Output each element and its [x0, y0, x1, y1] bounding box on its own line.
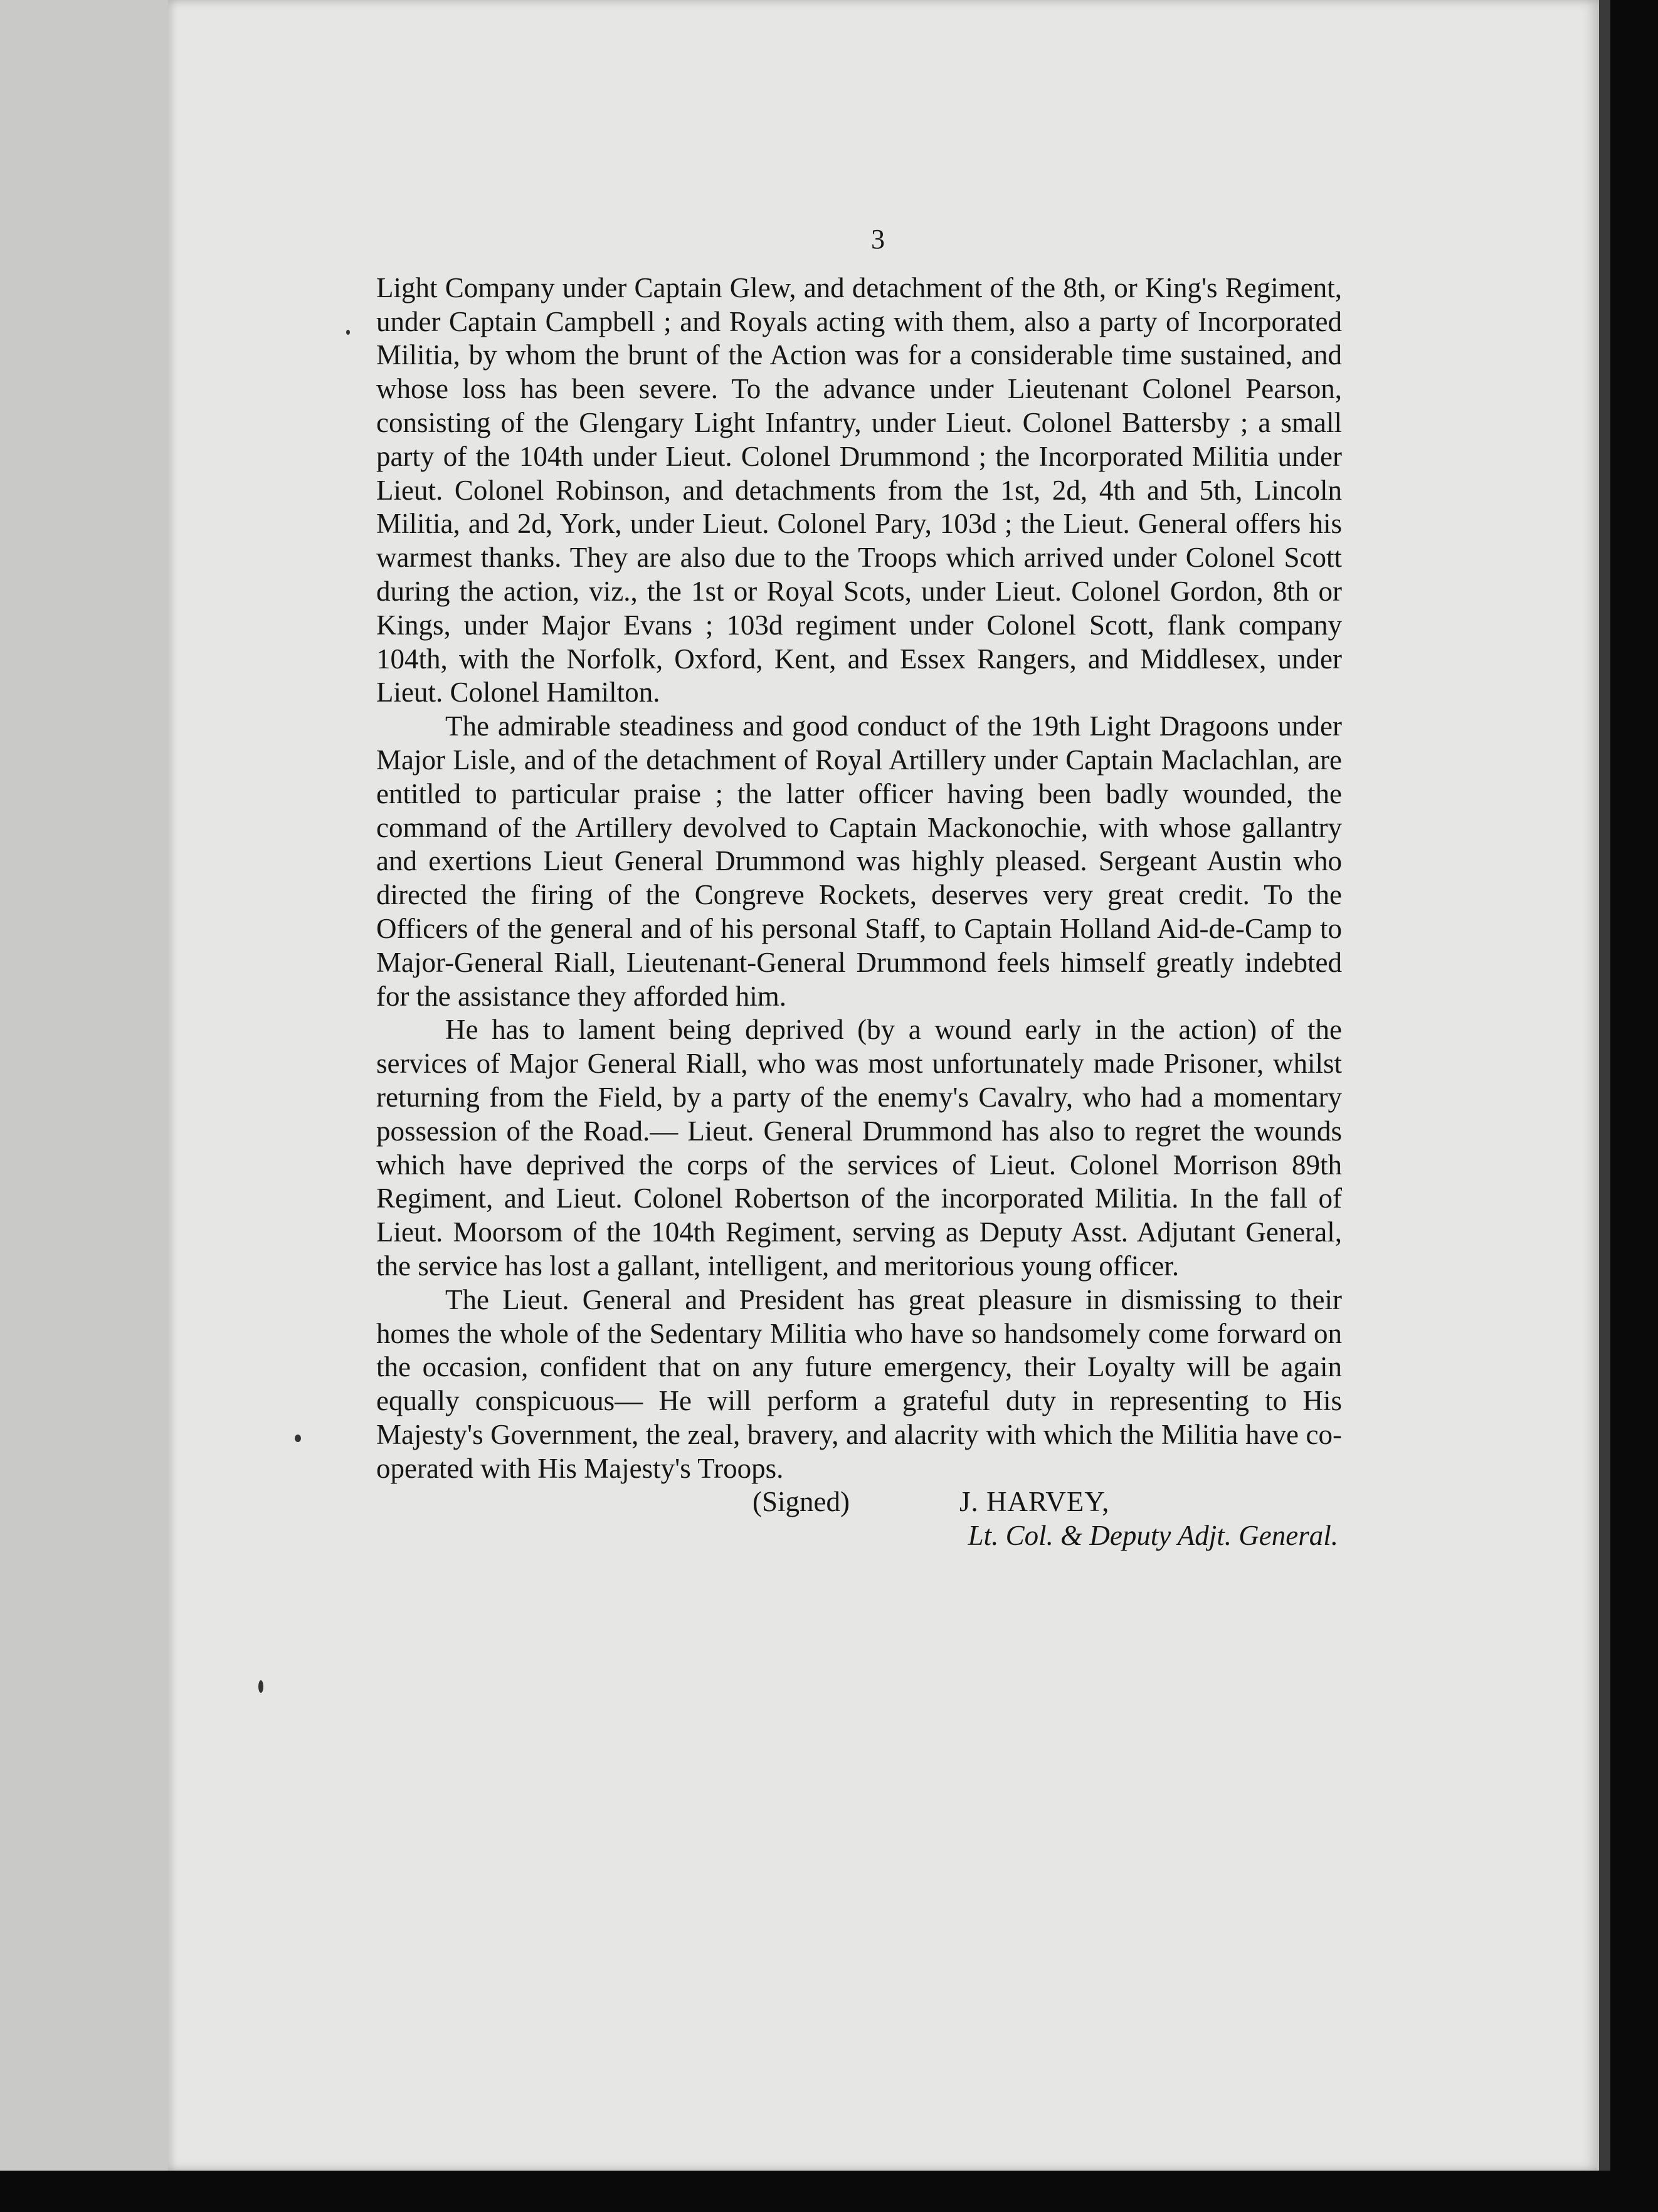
- paragraph-2: The admirable steadiness and good conduct of the 19th Light Dragoons under Major Lisle, and of the detachment of Royal Artillery under Captain Maclachlan, are entitled to particular praise ; the latter officer having been badly wounded, the command of the Artillery devolved to Captain Mackonochie, with whose gallantry and exertions Lieut General Drummond was highly pleased. Sergeant Austin who directed the firing of the Congreve Rockets, deserves very great credit. To the Officers of the general and of his personal Staff, to Captain Holland Aid-de-Camp to Major-General Riall, Lieutenant-General Drummond feels himself greatly indebted for the assistance they afforded him.: [376, 710, 1342, 1012]
- paragraph-4: The Lieut. General and President has great pleasure in dismissing to their homes the whole of the Sedentary Militia who have so handsomely come forward on the occasion, confident that on any future emergency, their Loyalty will be again equally conspicuous— He will perform a grateful duty in representing to His Majesty's Government, the zeal, bravery, and alacrity with which the Militia have co-operated with His Majesty's Troops.: [376, 1283, 1342, 1484]
- paper-speck: [258, 1680, 263, 1693]
- signatory-title: Lt. Col. & Deputy Adjt. General.: [968, 1520, 1338, 1552]
- paper-speck: [346, 330, 350, 335]
- signatory-name: J. HARVEY,: [959, 1486, 1110, 1518]
- paragraph-3: He has to lament being deprived (by a wound early in the action) of the services of Major General Riall, who was most unfortunately made Prisoner, whilst returning from the Field, by a party of the enemy's Cavalry, who had a momentary possession of the Road.— Lieut. General Drummond has also to regret the wounds which have deprived the corps of the services of Lieut. Colonel Morrison 89th Regiment, and Lieut. Colonel Robertson of the incorporated Militia. In the fall of Lieut. Moorsom of the 104th Regiment, serving as Deputy Asst. Adjutant General, the service has lost a gallant, intelligent, and meritorious young officer.: [376, 1014, 1342, 1282]
- page-binding-edge: [1599, 0, 1610, 2171]
- document-body: [376, 223, 1342, 1553]
- signature-line: [376, 1485, 1342, 1519]
- facing-page-edge: [0, 0, 168, 2171]
- paragraph-1: Light Company under Captain Glew, and detachment of the 8th, or King's Regiment, under Captain Campbell ; and Royals acting with them, also a party of Incorporated Militia, by whom the brunt of the Action was for a considerable time sustained, and whose loss has been severe. To the advance under Lieutenant Colonel Pearson, consisting of the Glengary Light Infantry, under Lieut. Colonel Battersby ; a small party of the 104th under Lieut. Colonel Drummond ; the Incorporated Militia under Lieut. Colonel Robinson, and detachments from the 1st, 2d, 4th and 5th, Lincoln Militia, and 2d, York, under Lieut. Colonel Pary, 103d ; the Lieut. General offers his warmest thanks. They are also due to the Troops which arrived under Colonel Scott during the action, viz., the 1st or Royal Scots, under Lieut. Colonel Gordon, 8th or Kings, under Major Evans ; 103d regiment under Colonel Scott, flank company 104th, with the Norfolk, Oxford, Kent, and Essex Rangers, and Middlesex, under Lieut. Colonel Hamilton.: [376, 271, 1342, 708]
- page-number: 3: [871, 224, 885, 255]
- signed-label: (Signed): [752, 1486, 850, 1518]
- paper-speck: [295, 1435, 301, 1442]
